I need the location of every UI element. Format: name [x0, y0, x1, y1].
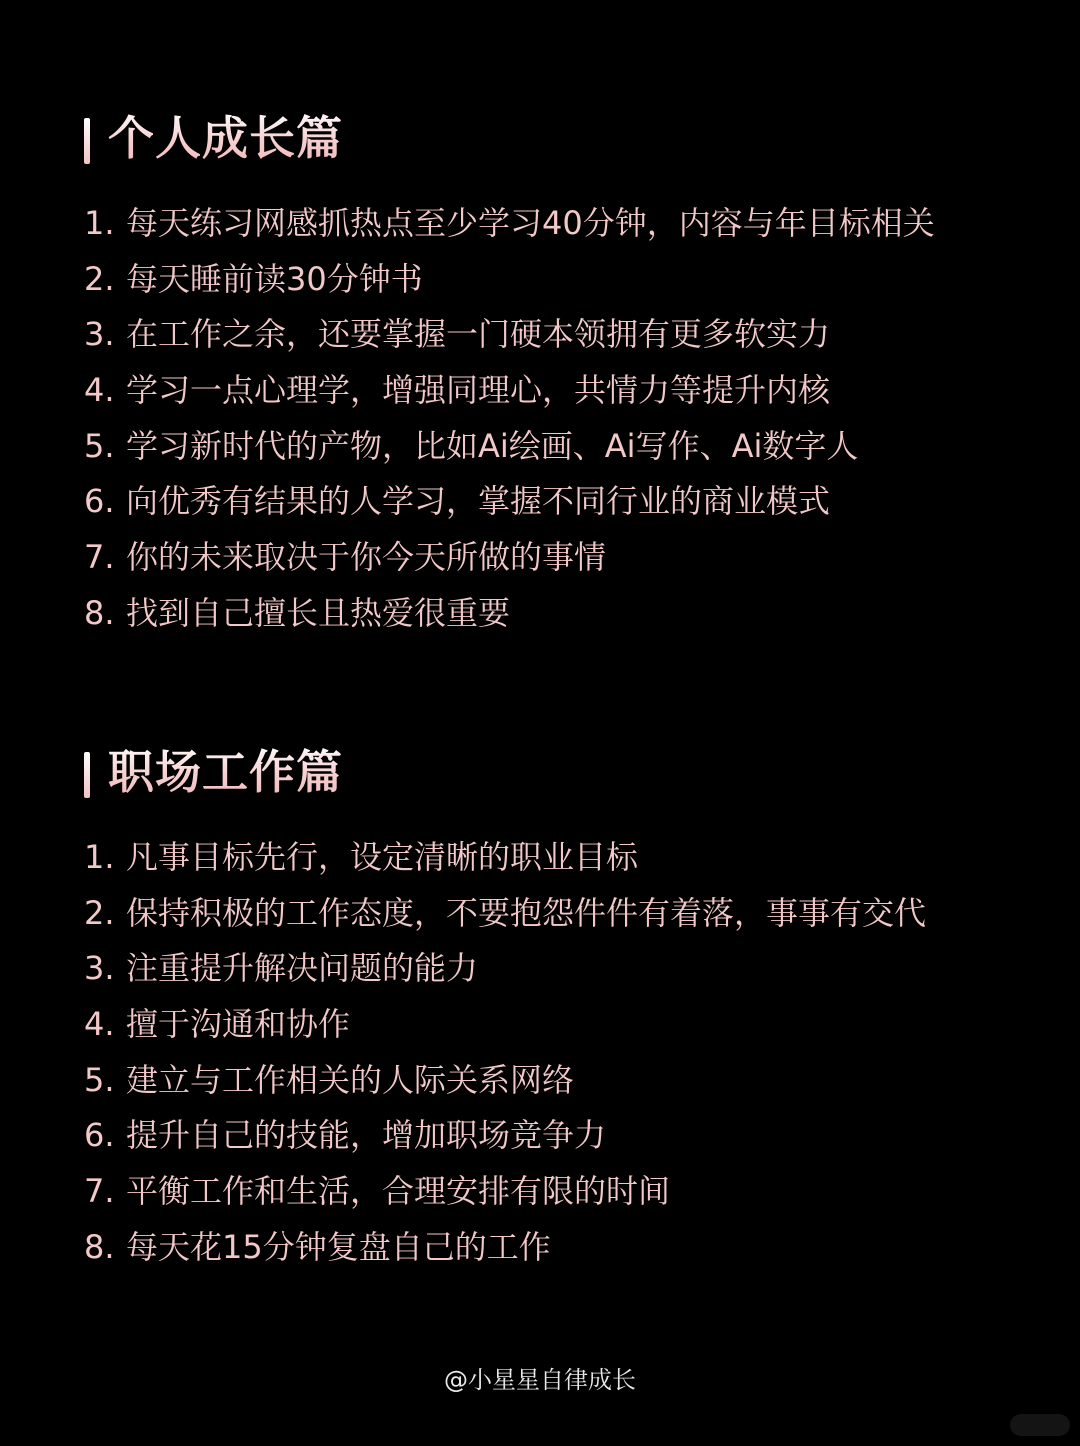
item-number: 6.	[84, 482, 115, 521]
item-number: 1.	[84, 838, 115, 876]
section-header	[84, 108, 1024, 168]
item-text: 每天睡前读30分钟书	[126, 259, 423, 298]
list-item	[84, 534, 935, 590]
item-number: 8.	[84, 593, 115, 632]
item-number: 2.	[84, 259, 115, 298]
list-item	[84, 256, 935, 312]
item-number: 2.	[84, 893, 115, 932]
list-item	[84, 423, 935, 479]
item-text: 凡事目标先行，设定清晰的职业目标	[126, 838, 639, 876]
item-text: 注重提升解决问题的能力	[126, 949, 479, 988]
item-text: 你的未来取决于你今天所做的事情	[126, 538, 607, 577]
item-number: 5.	[84, 1060, 115, 1099]
item-text: 提升自己的技能，增加职场竞争力	[126, 1116, 607, 1155]
list-item	[84, 367, 935, 423]
item-text: 学习一点心理学，增强同理心，共情力等提升内核	[126, 371, 831, 410]
title-accent-bar	[84, 752, 90, 798]
list-item	[84, 1057, 926, 1113]
section-title: 职场工作篇	[108, 742, 343, 802]
list-item	[84, 1112, 926, 1168]
item-text: 平衡工作和生活，合理安排有限的时间	[126, 1172, 671, 1211]
list-item	[84, 1168, 926, 1224]
item-text: 在工作之余，还要掌握一门硬本领拥有更多软实力	[126, 315, 831, 354]
item-number: 3.	[84, 949, 115, 988]
item-text: 保持积极的工作态度，不要抱怨件件有着落，事事有交代	[126, 893, 927, 932]
section-header	[84, 742, 1024, 802]
item-text: 建立与工作相关的人际关系网络	[126, 1060, 575, 1099]
watermark-badge	[1010, 1414, 1070, 1436]
list-item	[84, 890, 926, 946]
item-number: 6.	[84, 1116, 115, 1155]
item-text: 每天花15分钟复盘自己的工作	[126, 1227, 551, 1266]
item-number: 4.	[84, 371, 115, 410]
list-item	[84, 590, 935, 646]
item-number: 5.	[84, 426, 115, 465]
item-text: 每天练习网感抓热点至少学习40分钟，内容与年目标相关	[126, 204, 935, 242]
list-item	[84, 1001, 926, 1057]
work-item-list	[84, 834, 926, 1280]
author-credit: @小星星自律成长	[444, 1366, 636, 1394]
item-text: 擅于沟通和协作	[126, 1005, 351, 1044]
title-accent-bar	[84, 118, 90, 164]
list-item	[84, 945, 926, 1001]
item-text: 向优秀有结果的人学习，掌握不同行业的商业模式	[126, 482, 831, 521]
item-number: 3.	[84, 315, 115, 354]
personal-growth-section	[84, 108, 1024, 632]
item-number: 4.	[84, 1005, 115, 1044]
list-item	[84, 311, 935, 367]
personal-item-list	[84, 200, 935, 646]
workplace-section	[84, 742, 1024, 1266]
item-number: 8.	[84, 1227, 115, 1266]
item-text: 找到自己擅长且热爱很重要	[126, 593, 511, 632]
list-item	[84, 478, 935, 534]
item-number: 1.	[84, 204, 115, 242]
list-item	[84, 200, 935, 256]
list-item	[84, 1224, 926, 1280]
section-title: 个人成长篇	[108, 108, 343, 168]
item-number: 7.	[84, 1172, 115, 1211]
list-item	[84, 834, 926, 890]
item-number: 7.	[84, 538, 115, 577]
item-text: 学习新时代的产物，比如Ai绘画、Ai写作、Ai数字人	[126, 426, 859, 465]
